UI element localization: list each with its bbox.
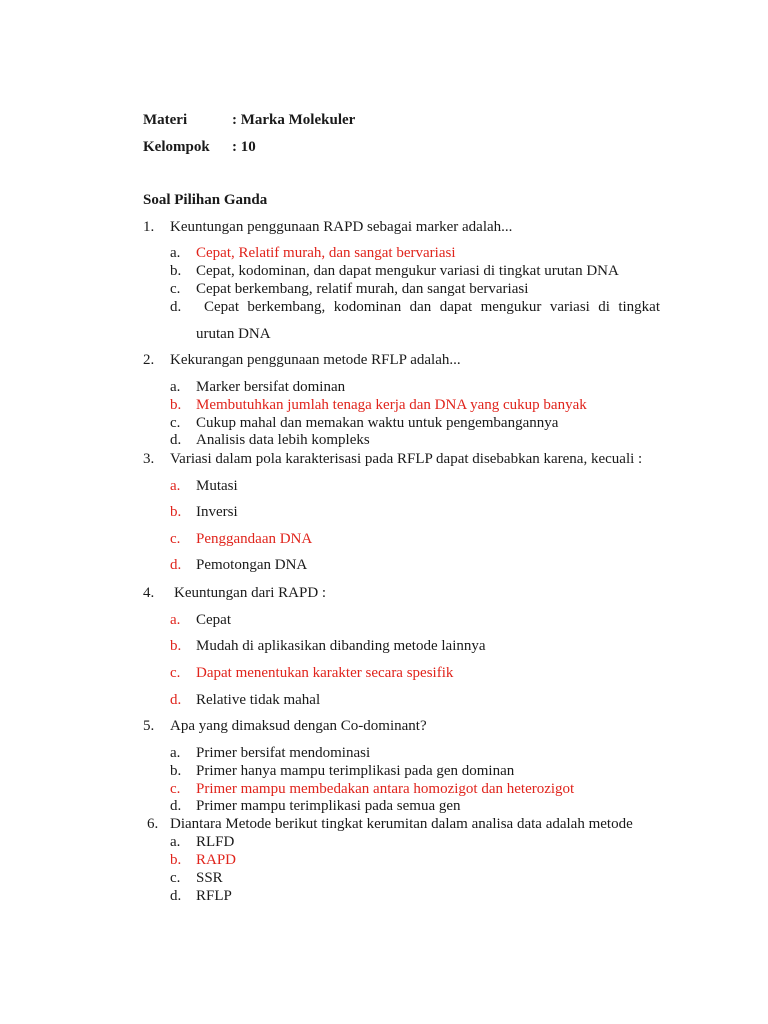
question-number: 4. [143, 585, 155, 601]
option-letter: a. [170, 834, 181, 850]
option-text: Cepat [196, 612, 231, 628]
question-text: Variasi dalam pola karakterisasi pada RFLP dapat disebabkan karena, kecuali : [170, 451, 643, 467]
option-text: Analisis data lebih kompleks [196, 432, 370, 448]
question-number: 3. [143, 451, 155, 467]
option-letter: c. [170, 415, 181, 431]
option-letter: c. [170, 281, 181, 297]
question-number: 6. [147, 816, 159, 832]
option-letter-red: d. [170, 557, 182, 573]
section-title: Soal Pilihan Ganda [143, 192, 268, 208]
option-letter: a. [170, 245, 181, 261]
option-text: Relative tidak mahal [196, 692, 321, 708]
materi-label: Materi [143, 112, 188, 128]
option-text: Primer mampu terimplikasi pada semua gen [196, 798, 461, 814]
option-letter-red: c. [170, 665, 181, 681]
option-letter-red: c. [170, 531, 181, 547]
kelompok-label: Kelompok [143, 139, 210, 155]
question-number: 1. [143, 219, 155, 235]
kelompok-value: : 10 [232, 139, 256, 155]
option-letter-correct: c. [170, 781, 181, 797]
option-text: Primer bersifat mendominasi [196, 745, 371, 761]
option-text: RLFD [196, 834, 235, 850]
option-text: Mutasi [196, 478, 238, 494]
option-text: RFLP [196, 888, 232, 904]
option-letter: a. [170, 745, 181, 761]
option-text: Primer hanya mampu terimplikasi pada gen dominan [196, 763, 515, 779]
question-number: 2. [143, 352, 155, 368]
option-text: Mudah di aplikasikan dibanding metode lainnya [196, 638, 486, 654]
option-letter-red: a. [170, 612, 181, 628]
option-text: Cepat, kodominan, dan dapat mengukur variasi di tingkat urutan DNA [196, 263, 619, 279]
option-letter-red: a. [170, 478, 181, 494]
option-letter-red: b. [170, 638, 182, 654]
option-text-correct: Primer mampu membedakan antara homozigot dan heterozigot [196, 781, 575, 797]
materi-value: : Marka Molekuler [232, 112, 356, 128]
option-text-continuation: urutan DNA [196, 326, 271, 342]
option-text-correct: Dapat menentukan karakter secara spesifik [196, 665, 454, 681]
option-letter: d. [170, 432, 182, 448]
option-letter-correct: b. [170, 397, 182, 413]
option-text: Cepat berkembang, relatif murah, dan sangat bervariasi [196, 281, 529, 297]
option-letter: d. [170, 299, 182, 315]
option-text: Cepat berkembang, kodominan dan dapat mengukur variasi di tingkat [204, 299, 660, 315]
option-text: Inversi [196, 504, 238, 520]
question-text: Keuntungan dari RAPD : [174, 585, 327, 601]
option-letter: d. [170, 888, 182, 904]
option-letter-red: b. [170, 504, 182, 520]
option-text-correct: Cepat, Relatif murah, dan sangat bervariasi [196, 245, 456, 261]
option-letter-red: d. [170, 692, 182, 708]
option-text-correct: Penggandaan DNA [196, 531, 313, 547]
question-number: 5. [143, 718, 155, 734]
option-text: SSR [196, 870, 223, 886]
question-text: Apa yang dimaksud dengan Co-dominant? [170, 718, 427, 734]
option-text: Pemotongan DNA [196, 557, 308, 573]
option-text-correct: RAPD [196, 852, 237, 868]
option-letter: b. [170, 763, 182, 779]
option-text: Cukup mahal dan memakan waktu untuk pengembangannya [196, 415, 559, 431]
option-text-correct: Membutuhkan jumlah tenaga kerja dan DNA yang cukup banyak [196, 397, 587, 413]
option-letter: c. [170, 870, 181, 886]
option-letter-correct: b. [170, 852, 182, 868]
option-letter: b. [170, 263, 182, 279]
option-text: Marker bersifat dominan [196, 379, 346, 395]
question-text: Kekurangan penggunaan metode RFLP adalah... [170, 352, 461, 368]
question-text: Diantara Metode berikut tingkat kerumitan dalam analisa data adalah metode [170, 816, 633, 832]
option-letter: a. [170, 379, 181, 395]
option-letter: d. [170, 798, 182, 814]
question-text: Keuntungan penggunaan RAPD sebagai marker adalah... [170, 219, 513, 235]
